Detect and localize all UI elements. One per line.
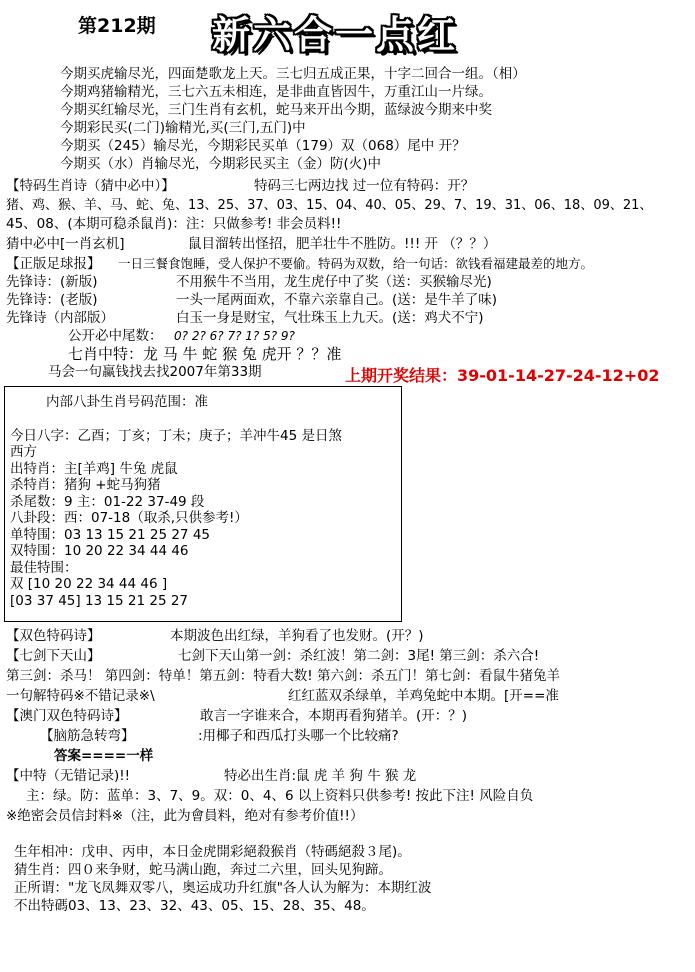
tails-text: 0? 2? 6? 7? 1? 5? 9? [174,329,295,343]
zhongte-label: 【中特（无错记录)!! [6,768,131,784]
intro-line-3: 今期买红输尽光，三门生肖有玄机，蛇马来开出今期，蓝绿波今期来中奖 [60,102,492,118]
box-line-8: 双特围：10 20 22 34 44 46 [10,543,189,559]
intro-line-2: 今期鸡猪输精光，三七六五未相连，是非曲直皆因牛，万重江山一片绿。 [60,84,492,100]
guess-label: 猜中必中[一肖玄机] [6,236,125,252]
intro-line-4: 今期彩民买(二门)输精光,买(三门,五门)中 [60,120,306,136]
issue-number: 第212期 [78,15,156,37]
box-title: 内部八卦生肖号码范围：准 [46,394,208,410]
poem-label: 【特码生肖诗（猜中必中）】 [6,178,175,194]
box-line-6: 八卦段：西：07-18（取杀,只供参考!） [10,510,248,526]
double-color-label: 【双色特码诗】 [6,628,101,644]
sword-line-3-text: 红红蓝双杀绿单，羊鸡兔蛇中本期。[开==准 [288,688,559,704]
tails-label: 公开必中尾数： [68,328,163,344]
pioneer-label-2: 先锋诗：(老版) [6,292,98,308]
box-line-7: 单特围：03 13 15 21 25 27 45 [10,527,210,543]
box-line-11: [03 37 45] 13 15 21 25 27 [10,593,188,609]
brain-label: 【脑筋急转弯】 [40,728,135,744]
soccer-text: 一日三餐食饱睡，受人保护不要偷。特码为双数，给一句话：欲钱看福建最差的地方。 [118,256,594,271]
box-line-2: 西方 [10,444,37,460]
intro-line-6: 今期买（水）肖输尽光，今期彩民买主（金）防(火)中 [60,156,382,172]
secret-line: ※绝密会员信封料※（注，此为會員料，绝对有参考价值!!） [6,808,364,824]
double-color-text: 本期波色出红绿，羊狗看了也发财。(开？) [170,628,424,644]
macau-label: 【澳门双色特码诗】 [6,708,128,724]
main-line: 主：绿。防：蓝单：3、7、9。双：0、4、6 以上资料只供参考! 按此下注! 风险自负 [26,788,534,804]
box-line-3: 出特肖：主[羊鸡] 牛兔 虎鼠 [10,461,178,477]
bottom-line-4: 不出特碼03、13、23、32、43、05、15、28、35、48。 [14,898,375,914]
poem-text: 特码三七两边找 过一位有特码：开？ [254,178,475,194]
brain-text: :用椰子和西瓜打头哪一个比较痛? [198,728,399,744]
bottom-line-1: 生年相冲：戊申、丙申，本日金虎開彩絕殺猴肖（特碼絕殺３尾)。 [14,844,411,860]
numbers-line-1: 猪、鸡、猴、羊、马、蛇、兔、13、25、37、03、15、04、40、05、29、7、19、31、06、18、09、21、 [6,198,653,213]
last-result: 上期开奖结果：39-01-14-27-24-12+02 [345,366,660,385]
answer: 答案====一样 [54,748,154,764]
box-line-1: 今日八字：乙酉；丁亥；丁未；庚子；羊冲牛45 是日煞 [10,428,342,444]
intro-line-1: 今期买虎输尽光，四面楚歌龙上天。三七归五成正果，十字二回合一组。（相） [60,66,526,82]
bottom-line-2: 猜生肖：四０来争财，蛇马满山跑，奔过二六里，回头见狗蹄。 [14,862,392,878]
pioneer-text-2: 一头一尾两面欢，不靠六亲靠自己。(送：是牛羊了味) [176,292,498,308]
box-line-9: 最佳特围： [10,560,78,576]
pioneer-text-3: 白玉一身是财宝，气壮珠玉上九天。(送：鸡犬不宁) [176,310,484,326]
macau-text: 敢言一字谁来合，本期再看狗猪羊。(开：？) [200,708,468,724]
bottom-line-3: 正所谓："龙飞凤舞双零八，奥运成功升红旗"各人认为解为：本期红波 [14,880,432,896]
horse-phrase: 马会一句赢钱找去找2007年第33期 [48,364,262,380]
zhongte-text: 特必出生肖:鼠 虎 羊 狗 牛 猴 龙 [224,768,417,784]
box-line-4: 杀特肖：猪狗 +蛇马狗猪 [10,477,161,493]
pioneer-text-1: 不用猴牛不当用，龙生虎仔中了奖（送：买猴输尽光) [176,274,492,290]
sword-line-2: 第三剑：杀马！ 第四剑：特单！第五剑：特看大数! 第六剑：杀五门！第七剑：看鼠牛猪兔羊 [6,668,560,684]
pioneer-label-3: 先锋诗（内部版） [6,310,114,326]
logo-title: 新六合一点红 [212,13,459,57]
soccer-label: 【正版足球报】 [6,256,101,272]
pioneer-label-1: 先锋诗：(新版) [6,274,98,290]
box-line-10: 双 [10 20 22 34 44 46 ] [10,576,168,592]
sword-line-3-label: 一句解特码※不错记录※\ [6,688,155,704]
guess-text: 鼠目溜转出怪招，肥羊壮牛不胜防。!!! 开 （？？） [188,236,497,252]
seven-sword-text: 七剑下天山第一剑：杀红波！第二剑：3尾! 第三剑：杀六合! [178,648,540,664]
seven-zodiac: 七肖中特：龙 马 牛 蛇 猴 兔 虎开 ？？准 [68,345,342,363]
intro-line-5: 今期买（245）输尽光，今期彩民买单（179）双（068）尾中 开？ [60,138,466,154]
seven-sword-label: 【七剑下天山】 [6,648,101,664]
numbers-line-2: 45、08、(本期可稳杀鼠肖)：注：只做参考! 非会员料!! [6,216,342,232]
box-line-5: 杀尾数：9 主：01-22 37-49 段 [10,494,205,510]
